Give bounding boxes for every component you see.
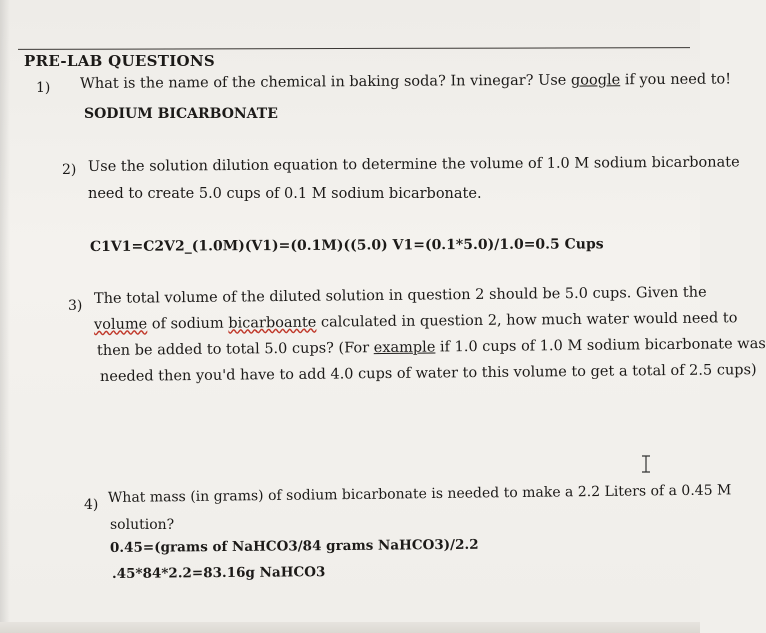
q4-answer2: .45*84*2.2=83.16g NaHCO3 — [111, 564, 326, 582]
q2-line1: Use the solution dilution equation to determine the volume of 1.0 M sodium bicarbonate — [87, 154, 740, 175]
q3-misspelled-word: bicarboante — [228, 314, 317, 332]
q1-answer: SODIUM BICARBONATE — [84, 106, 278, 122]
q3-number: 3) — [68, 298, 83, 314]
q1-number: 1) — [36, 80, 51, 96]
q3-line2-part-b: of sodium — [147, 315, 229, 333]
section-title: PRE-LAB QUESTIONS — [24, 52, 216, 70]
q4-number: 4) — [84, 497, 99, 513]
q4-line1: What mass (in grams) of sodium bicarbonate is needed to make a 2.2 Liters of a 0.45 M — [107, 482, 732, 506]
q3-line3-part-b: if 1.0 cups of 1.0 M sodium bicarbonate was — [435, 335, 766, 356]
q4-answer1: 0.45=(grams of NaHCO3/84 grams NaHCO3)/2.2 — [109, 536, 479, 556]
text-cursor-icon — [641, 455, 651, 473]
top-divider — [18, 47, 690, 50]
q4-line2: solution? — [110, 517, 175, 533]
q3-example-link[interactable]: example — [373, 339, 436, 357]
page-edge-shadow — [0, 0, 10, 633]
q1-text-before-link: What is the name of the chemical in baking soda? In vinegar? Use — [79, 72, 572, 92]
q1-text — [80, 71, 731, 92]
q2-number: 2) — [62, 162, 77, 178]
q3-line1: The total volume of the diluted solution in question 2 should be 5.0 cups. Given the — [93, 284, 707, 307]
q3-line3-part-a: then be added to total 5.0 cups? (For — [96, 340, 374, 359]
q3-line2 — [94, 310, 738, 333]
q2-line2: need to create 5.0 cups of 0.1 M sodium bicarbonate. — [88, 186, 482, 202]
q3-line3 — [97, 336, 766, 359]
q2-answer: C1V1=C2V2_(1.0M)(V1)=(0.1M)((5.0) V1=(0.1*5.0)/1.0=0.5 Cups — [89, 236, 604, 255]
q1-text-after-link: if you need to! — [620, 71, 732, 89]
bottom-edge — [0, 622, 700, 633]
q3-line2-part-c: calculated in question 2, how much water would need to — [316, 310, 738, 331]
q3-volume-word: volume — [93, 316, 148, 333]
q3-line4: needed then you'd have to add 4.0 cups of water to this volume to get a total of 2.5 cups) — [99, 362, 757, 385]
q1-google-link[interactable]: google — [570, 72, 621, 89]
